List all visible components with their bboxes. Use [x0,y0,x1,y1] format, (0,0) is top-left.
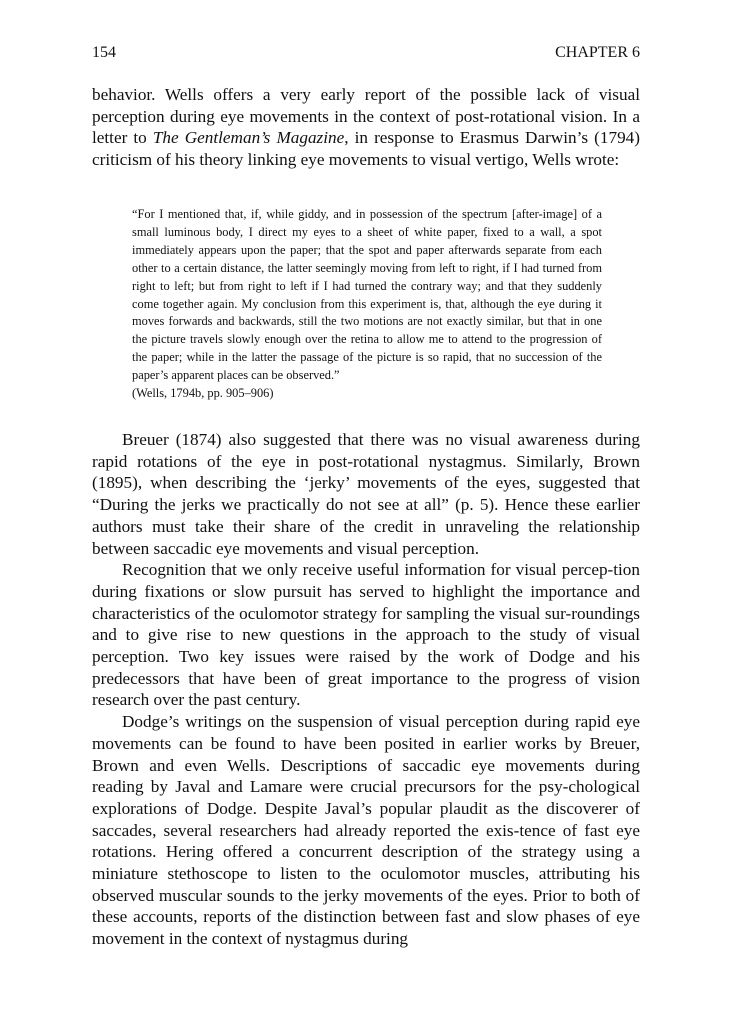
paragraph-dodge: Dodge’s writings on the suspension of visual perception during rapid eye movements can be found to have been posited in earlier works by Breuer, Brown and even Wells. Descriptions of saccadic eye movements during reading by Javal and Lamare were crucial precursors for the psy-chological explorations of Dodge. Despite Javal’s popular plaudit as the discoverer of saccades, several researchers had already reported the exis-tence of fast eye rotations. Hering offered a concurrent description of the strategy using a miniature stethoscope to listen to the oculomotor muscles, attributing his observed muscular sounds to the jerky movements of the eyes. Prior to both of these accounts, reports of the distinction between fast and slow phases of eye movement in the context of nystagmus during [92,712,640,949]
quote-text: “For I mentioned that, if, while giddy, and in possession of the spectrum [after-image] of a small luminous body, I direct my eyes to a sheet of white paper, fixed to a wall, a spot immediately appears upon the paper; that the spot and paper afterwards separate from each other to a certain distance, the latter seemingly moving from left to right, if I had turned from right to left; but from right to left if I had turned the contrary way; and that they suddenly come together again. My conclusion from this experiment is, that, although the eye during it moves forwards and backwards, still the two motions are not exactly similar, but that in one the picture travels slowly enough over the retina to allow me to attend to the progression of the paper; while in the latter the passage of the picture is so rapid, that no succession of the paper’s apparent places can be observed.” [132,207,602,383]
chapter-label: CHAPTER 6 [555,44,640,61]
running-header [92,44,640,66]
journal-title: The Gentleman’s Magazine [152,128,345,148]
paragraph-recognition: Recognition that we only receive useful information for visual percep-tion during fixations or slow pursuit has served to highlight the importance and characteristics of the oculomotor strategy for sampling the visual sur-roundings and to give rise to new questions in the approach to the study of visual perception. Two key issues were raised by the work of Dodge and his predecessors that have been of great importance to the progress of vision research over the past century. [92,560,640,710]
main-text [92,429,640,950]
page-number: 154 [92,44,116,61]
quote-citation: (Wells, 1794b, pp. 905–906) [132,386,274,401]
block-quote [132,206,602,403]
intro-text-end: , in response to Erasmus Darwin’s (1794) criticism of his theory linking eye movements to visual vertigo, Wells wrote: [92,128,640,170]
intro-text-start: behavior. Wells offers a very early report of the possible lack of visual perception during eye movements in the context of post-rotational vision. In a letter to [92,85,640,148]
intro-paragraph [92,84,640,171]
paragraph-breuer: Breuer (1874) also suggested that there was no visual awareness during rapid rotations of the eye in post-rotational nystagmus. Similarly, Brown (1895), when describing the ‘jerky’ movements of the eyes, suggested that “During the jerks we practically do not see at all” (p. 5). Hence these earlier authors must take their share of the credit in unraveling the relationship between saccadic eye movements and visual perception. [92,430,640,558]
